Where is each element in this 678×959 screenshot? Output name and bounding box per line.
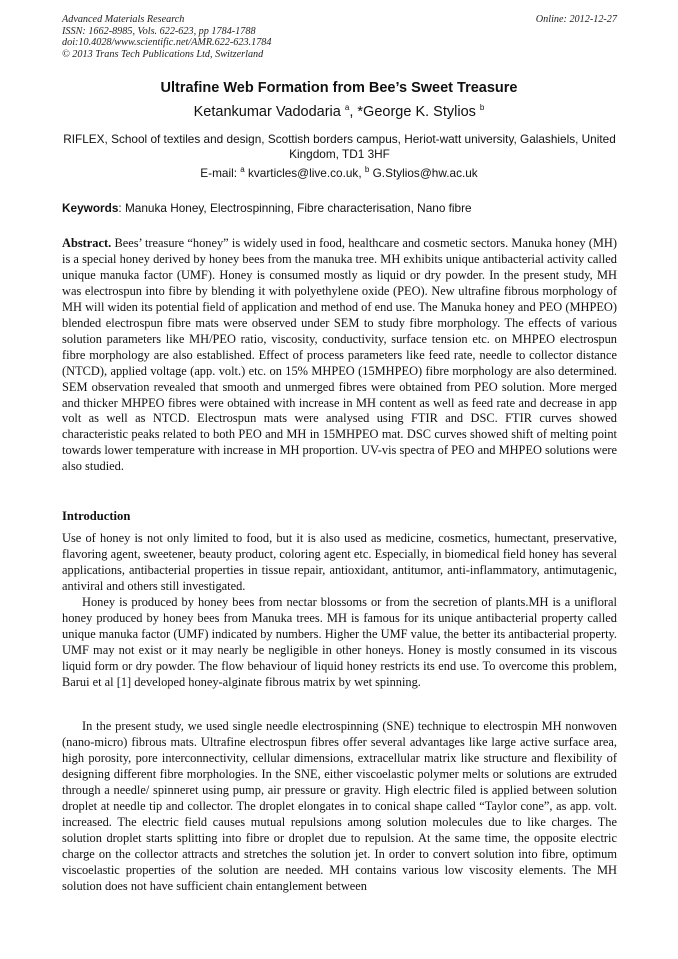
intro-paragraph-2: Honey is produced by honey bees from nectar blossoms or from the secretion of plants.MH is a unifloral honey produced by honey bees from Manuka trees. MH is famous for its unique antibacterial property called unique manuka factor (UMF) indicated by numbers. Higher the UMF value, the better its antibacterial property. UMF may not exist or it may nearly be negligible in other honeys. Honey is mostly consumed in its viscous liquid form or dry powder. The flow behaviour of liquid honey restricts its end use. To overcome this problem, Barui et al [1] developed honey-alginate fibrous matrix by wet spinning. — [62, 594, 617, 689]
introduction-section — [62, 531, 617, 691]
email-label: E-mail: — [200, 166, 241, 180]
journal-header — [62, 14, 617, 60]
email-line — [0, 166, 678, 180]
author-2-marker: b — [479, 103, 485, 113]
email-address-a[interactable]: kvarticles@live.co.uk, — [244, 166, 365, 180]
email-marker-a: a — [240, 165, 245, 175]
keywords-text: : Manuka Honey, Electrospinning, Fibre characterisation, Nano fibre — [118, 201, 472, 215]
author-separator: , — [349, 104, 358, 120]
keywords — [62, 201, 617, 215]
introduction-section-2 — [62, 719, 617, 894]
author-1-marker: a — [344, 103, 350, 113]
intro-paragraph-3: In the present study, we used single needle electrospinning (SNE) technique to electrospin MH nonwoven (nano-micro) fibrous mats. Ultrafine electrospun fibres offer several advantages like large active surface area, high porosity, pore interconnectivity, cellular dimensions, extracellular matrix like structure and flexibility of designing different fibre morphologies. In the SNE, either viscoelastic polymer melts or solutions are extruded through a needle/ spinneret using pump, air pressure or gravity. High electric filed is applied between solution droplet at needle tip and collector. The droplet elongates in to conical shape called “Taylor cone”, as app. volt. increased. The electric field causes mutual repulsions among solution molecules due to like charges. The solution droplet starts splitting into fibre or droplet due to repulsion. At the same time, the opposite electric charge on the collector attracts and stretches the solution jet. In order to convert solution into fibre, optimum viscoelastic properties of the solution are needed. MH contains various low viscosity elements. The MH solution does not have sufficient chain entanglement between — [62, 719, 617, 893]
affiliation: RIFLEX, School of textiles and design, Scottish borders campus, Heriot-watt university, Galashiels, United Kingdom, TD1 3HF — [63, 132, 616, 161]
introduction-heading: Introduction — [62, 509, 131, 523]
paper-title: Ultrafine Web Formation from Bee’s Sweet Treasure — [160, 80, 518, 96]
issn-line: ISSN: 1662-8985, Vols. 622-623, pp 1784-1788 — [62, 25, 256, 37]
email-address-b[interactable]: G.Stylios@hw.ac.uk — [369, 166, 478, 180]
author-1: Ketankumar Vadodaria — [193, 104, 341, 120]
email-marker-b: b — [364, 165, 370, 175]
doi-line: doi:10.4028/www.scientific.net/AMR.622-623.1784 — [62, 37, 272, 48]
abstract-text: Bees’ treasure “honey” is widely used in food, healthcare and cosmetic sectors. Manuka honey (MH) is a special honey derived by honey bees from the manuka tree. MH exhibits unique antibacterial activity called unique manuka factor (UMF). Honey is consumed mostly as liquid or dry powder. In the present study, MH was electrospun into fibre by blending it with polyethylene oxide (PEO). New ultrafine fibrous morphology of MH will widen its potential field of application and method of end use. The Manuka honey and PEO (MHPEO) blended electrospun fibre mats were observed under SEM to study fibre morphology. The effects of various solution parameters like MH/PEO ratio, viscosity, conductivity, surface tension etc. on MHPEO electrospun fibre morphology are also established. Effect of process parameters like feed rate, needle to collector distance (NTCD), applied voltage (app. volt.) etc. on 15% MHPEO (15MHPEO) fibre morphology are also determined. SEM observation revealed that smooth and unmerged fibres were obtained from PEO solution. More merged and thicker MHPEO fibres were obtained with increase in MH content as well as feed rate and decrease in app volt as well as NTCD. Electrospun mats were analysed using FTIR and DSC. FTIR curves showed characteristic peaks related to both PEO and MH in 15MHPEO mat. DSC curves showed shift of melting point towards lower temperature with increase in MH proportion. UV-vis spectra of PEO and MHPEO solutions were also studied. — [62, 236, 617, 474]
journal-name: Advanced Materials Research — [62, 14, 185, 25]
abstract — [62, 236, 617, 475]
online-date: Online: 2012-12-27 — [535, 14, 617, 25]
intro-paragraph-1: Use of honey is not only limited to food, but it is also used as medicine, cosmetics, humectant, preservative, flavoring agent, sweetener, beauty product, coloring agent etc. Especially, in biomedical field honey has several applications, antibacterial properties in tissue repair, antioxidant, antitumor, anti-inflammatory, antimutagenic, antiviral and others still investigated. — [62, 531, 617, 593]
copyright-line: © 2013 Trans Tech Publications Ltd, Switzerland — [62, 48, 264, 60]
keywords-label: Keywords — [62, 201, 119, 215]
abstract-label: Abstract. — [62, 236, 112, 250]
author-2: *George K. Stylios — [357, 104, 476, 120]
author-line — [0, 104, 678, 120]
